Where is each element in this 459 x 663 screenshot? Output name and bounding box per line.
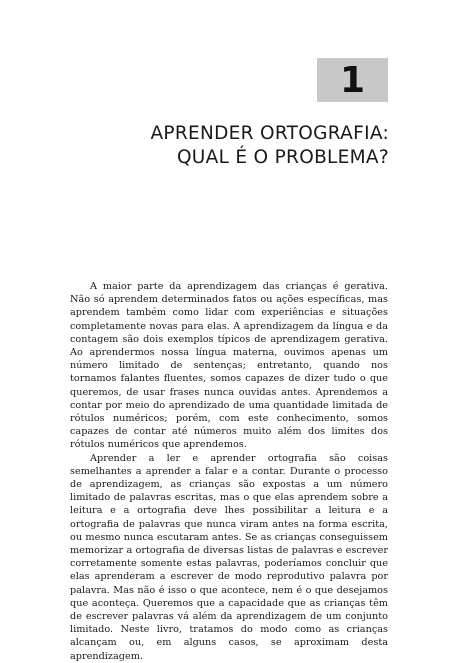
paragraph-1: A maior parte da aprendizagem das crianças é gerativa. Não só aprendem determinados fatos ou ações específicas, mas aprendem também como lidar com experiências e situações completamente novas para elas. A aprendizagem da língua e da contagem são dois exemplos típicos de aprendizagem gerativa. Ao aprendermos nossa língua materna, ouvimos apenas um número limitado de sentenças; entretanto, quando nos tornamos falantes fluentes, somos capazes de dizer tudo o que queremos, de usar frases nunca ouvidas antes. Aprendemos a contar por meio do aprendizado de uma quantidade limitada de rótulos numéricos; porém, com este conhecimento, somos capazes de contar até números muito além dos limites dos rótulos numéricos que aprendemos. [70,281,388,451]
chapter-title [150,122,389,170]
chapter-title-line-2: QUAL É O PROBLEMA? [176,147,389,168]
chapter-number-box [317,58,388,102]
chapter-number: 1 [339,59,366,101]
body-text [70,280,388,663]
chapter-title-line-1: APRENDER ORTOGRAFIA: [150,123,389,144]
paragraph-2: Aprender a ler e aprender ortografia são coisas semelhantes a aprender a falar e a contar. Durante o processo de aprendizagem, as crianças são expostas a um número limitado de palavras escritas, mas o que elas aprendem sobre a leitura e a ortografia deve lhes possibilitar a leitura e a ortografia de palavras que nunca viram antes na forma escrita, ou mesmo nunca escutaram antes. Se as crianças conseguissem memorizar a ortografia de diversas listas de palavras e escrever corretamente somente estas palavras, poderíamos concluir que elas aprenderam a escrever de modo reprodutivo palavra por palavra. Mas não é isso o que acontece, nem é o que desejamos que aconteça. Queremos que a capacidade que as crianças têm de escrever palavras vá além da aprendizagem de um conjunto limitado. Neste livro, tratamos do modo como as crianças alcançam ou, em alguns casos, se aproximam desta aprendizagem. [70,452,388,662]
